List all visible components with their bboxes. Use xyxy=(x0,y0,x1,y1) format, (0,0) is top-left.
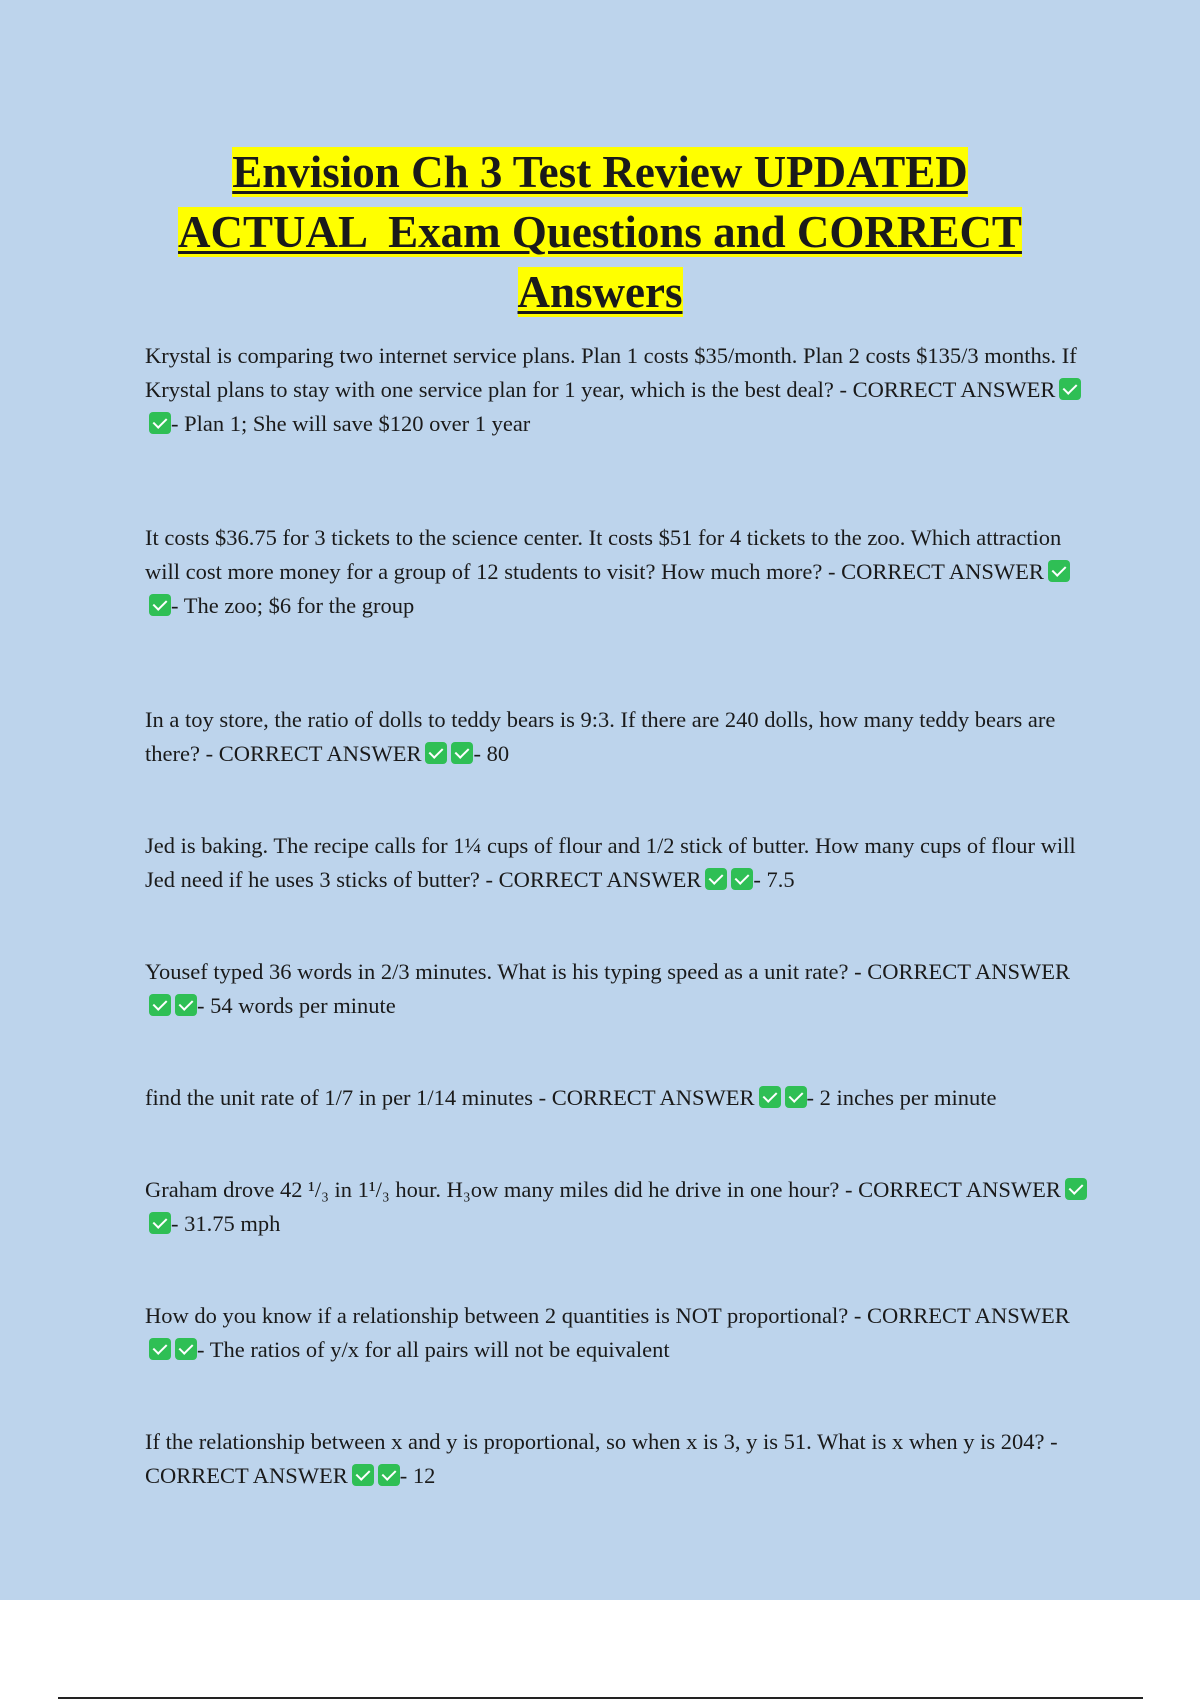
check-mark-icon xyxy=(425,742,447,764)
check-mark-icon xyxy=(149,412,171,434)
answer-marker: CORRECT ANSWER xyxy=(551,1085,755,1110)
check-mark-icon xyxy=(785,1086,807,1108)
question-text: Graham drove 42 ¹/₃ in 1¹/₃ hour. H₃ow many miles did he drive in one hour? - xyxy=(145,1177,859,1202)
answer-text: - 12 xyxy=(399,1463,436,1488)
answer-marker: CORRECT ANSWER xyxy=(852,377,1056,402)
check-mark-icon xyxy=(352,1464,374,1486)
check-mark-icon xyxy=(731,868,753,890)
question-item xyxy=(145,703,1095,771)
question-text: If the relationship between x and y is proportional, so when x is 3, y is 51. What is x when y is 204? - xyxy=(145,1429,1058,1454)
answer-marker: CORRECT ANSWER xyxy=(218,741,422,766)
answer-text: - 80 xyxy=(473,741,510,766)
question-item xyxy=(145,1081,1095,1115)
question-item xyxy=(145,1425,1095,1493)
title-line-3: Answers xyxy=(517,267,683,317)
title-line-2: ACTUAL Exam Questions and CORRECT xyxy=(178,207,1022,257)
answer-marker: CORRECT ANSWER xyxy=(841,559,1044,584)
check-mark-icon xyxy=(149,994,171,1016)
answer-text: - 7.5 xyxy=(753,867,795,892)
answer-text: - The ratios of y/x for all pairs will not be equivalent xyxy=(197,1337,670,1362)
answer-marker: CORRECT ANSWER xyxy=(867,959,1070,984)
check-mark-icon xyxy=(175,1338,197,1360)
question-item xyxy=(145,1299,1095,1367)
check-mark-icon xyxy=(451,742,473,764)
footer-divider xyxy=(58,1697,1143,1699)
question-text: How do you know if a relationship between 2 quantities is NOT proportional? - xyxy=(145,1303,867,1328)
check-mark-icon xyxy=(1059,378,1081,400)
answer-text: - The zoo; $6 for the group xyxy=(171,593,415,618)
question-text: Yousef typed 36 words in 2/3 minutes. What is his typing speed as a unit rate? - xyxy=(145,959,868,984)
question-item xyxy=(145,521,1095,623)
check-mark-icon xyxy=(759,1086,781,1108)
check-mark-icon xyxy=(149,1212,171,1234)
check-mark-icon xyxy=(149,1338,171,1360)
question-text: In a toy store, the ratio of dolls to teddy bears is 9:3. If there are 240 dolls, how many teddy bears are there? - xyxy=(145,707,1056,766)
question-item xyxy=(145,829,1095,897)
title-line-1: Envision Ch 3 Test Review UPDATED xyxy=(232,147,968,197)
question-text: Jed is baking. The recipe calls for 1¼ cups of flour and 1/2 stick of butter. How many cups of flour will Jed need if he uses 3 sticks of butter? - xyxy=(145,833,1076,892)
question-text: Krystal is comparing two internet service plans. Plan 1 costs $35/month. Plan 2 costs $135/3 months. If Krystal plans to stay with one service plan for 1 year, which is the best deal? - xyxy=(145,343,1077,402)
document-title xyxy=(100,142,1100,322)
answer-text: - 2 inches per minute xyxy=(806,1085,997,1110)
answer-marker: CORRECT ANSWER xyxy=(866,1303,1070,1328)
check-mark-icon xyxy=(1048,560,1070,582)
check-mark-icon xyxy=(175,994,197,1016)
check-mark-icon xyxy=(378,1464,400,1486)
answer-marker: CORRECT ANSWER xyxy=(498,867,702,892)
answer-marker: CORRECT ANSWER xyxy=(145,1463,348,1488)
question-item xyxy=(145,339,1095,441)
question-item xyxy=(145,1173,1095,1241)
question-list xyxy=(145,339,1095,1493)
question-text: It costs $36.75 for 3 tickets to the science center. It costs $51 for 4 tickets to the zoo. Which attraction will cost more money for a group of 12 students to visit? How much more? - xyxy=(145,525,1062,584)
answer-marker: CORRECT ANSWER xyxy=(858,1177,1061,1202)
question-item xyxy=(145,955,1095,1023)
check-mark-icon xyxy=(705,868,727,890)
question-text: find the unit rate of 1/7 in per 1/14 minutes - xyxy=(145,1085,552,1110)
check-mark-icon xyxy=(149,594,171,616)
answer-text: - 54 words per minute xyxy=(197,993,396,1018)
answer-text: - Plan 1; She will save $120 over 1 year xyxy=(171,411,531,436)
check-mark-icon xyxy=(1065,1178,1087,1200)
answer-text: - 31.75 mph xyxy=(171,1211,281,1236)
